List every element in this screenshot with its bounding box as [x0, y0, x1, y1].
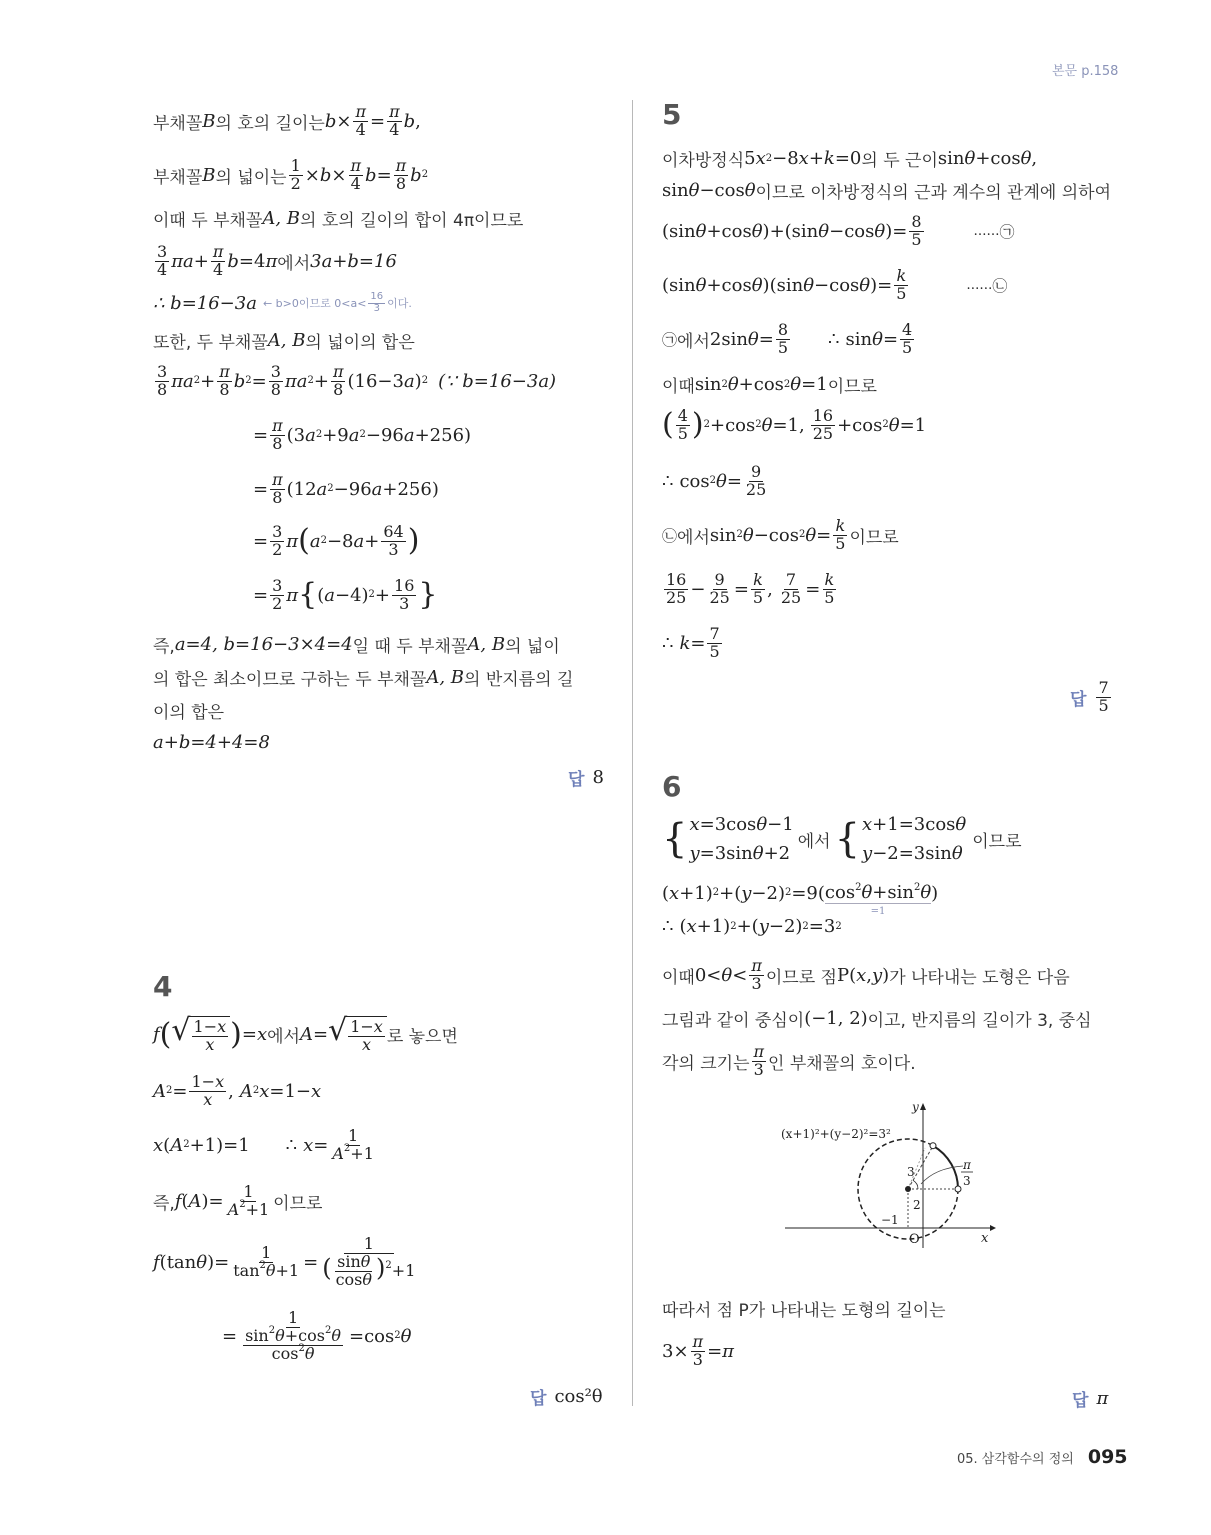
equation-line: A 2 = $\frac{1-x}{x}$ , A 2 x =1− x — [153, 1072, 322, 1109]
answer-label: 답 — [530, 1389, 547, 1409]
page-reference: 본문 p.158 — [1052, 64, 1119, 79]
equation-line: ㉡ 에서 sin 2 θ −cos 2 θ = $\frac{k}{5}$ 이므로 — [662, 516, 899, 553]
equation-line: 이때 sin 2 θ +cos 2 θ =1 이므로 — [662, 374, 877, 397]
svg-text:3: 3 — [963, 1174, 971, 1188]
solution-line: 이의 합은 — [153, 703, 225, 723]
solution-line: 의 합은 최소이므로 구하는 두 부채꼴 A, B 의 반지름의 길 — [153, 667, 574, 690]
equation-system: { x=3cosθ−1 y=3sinθ+2 에서 { x+1=3cosθ y−2=3sinθ 이므로 — [662, 814, 1022, 864]
solution-line: 각의 크기는 $\frac{\pi}{3}$ 인 부채꼴의 호이다. — [662, 1042, 916, 1079]
equation-line: x ( A 2 +1)=1 ∴ x = $\frac{1}{A^2+1}$ — [153, 1126, 374, 1163]
solution-line: 그림과 같이 중심이 (−1, 2) 이고, 반지름의 길이가 3, 중심 — [662, 1008, 1092, 1031]
solution-line: sin θ −cos θ 이므로 이차방정식의 근과 계수의 관계에 의하여 — [662, 180, 1111, 203]
answer-value: π — [1096, 1388, 1109, 1409]
equation-line: (sin θ +cos θ )(sin θ −cos θ )= $\frac{k}{5}$ …… ㉡ — [662, 266, 1008, 303]
equation-line: ( $\frac{4}{5}$ ) 2 +cos 2 θ =1, $\frac{16}{25}$ +cos 2 θ =1 — [662, 406, 927, 443]
answer — [1070, 680, 1113, 715]
solution-line: 따라서 점 P가 나타내는 도형의 길이는 — [662, 1301, 946, 1321]
svg-text:x: x — [981, 1231, 989, 1246]
solution-line: 이차방정식 5 x 2 −8 x + k =0 의 두 근이 sin θ +cos θ , — [662, 148, 1038, 171]
equation-line: = $\frac{\pi}{8}$ (3 a 2 +9 a 2 −96 a +256) — [253, 416, 472, 453]
equation-line: ∴ cos 2 θ = $\frac{9}{25}$ — [662, 462, 767, 499]
equation-line: $\frac{3}{8}$ πa 2 + $\frac{\pi}{8}$ b 2 = $\frac{3}{8}$ πa 2 + $\frac{\pi}{8}$ (16−3 a ) 2 (∵ b=16−3a) — [157, 362, 557, 399]
svg-text:3: 3 — [907, 1165, 915, 1179]
circle-diagram — [775, 1098, 1005, 1248]
svg-text:−1: −1 — [881, 1213, 899, 1227]
solution-line: 이때 0< θ < $\frac{\pi}{3}$ 이므로 점 P( x , y ) 가 나타내는 도형은 다음 — [662, 956, 1070, 993]
equation-line: $\frac{16}{25}$ − $\frac{9}{25}$ = $\frac{k}{5}$ , $\frac{7}{25}$ = $\frac{k}{5}$ — [666, 570, 835, 607]
answer — [568, 765, 604, 790]
problem-number: 6 — [662, 770, 682, 803]
answer — [1072, 1386, 1108, 1411]
page-number: 095 — [1087, 1446, 1128, 1468]
equation-line: ( x +1) 2 +( y −2) 2 =9( $\cos^2\theta+\sin^2\theta$ =1 ) — [662, 882, 939, 917]
chapter-title: 05. 삼각함수의 정의 — [957, 1452, 1074, 1467]
problem-number: 5 — [662, 98, 682, 131]
equation-line: f ( √ $\frac{1-x}{x}$ ) = x 에서 A = √ $\frac{1-x}{x}$ 로 놓으면 — [153, 1013, 458, 1054]
equation-line: ㉠ 에서 2sin θ = $\frac{8}{5}$ ∴ sin θ = $\frac{4}{5}$ — [662, 320, 913, 357]
equation-line: = $\frac{3}{2}$ π { ( a −4) 2 + $\frac{16}{3}$ } — [253, 576, 438, 613]
problem-number: 4 — [153, 970, 173, 1003]
page-footer — [957, 1446, 1128, 1468]
solution-line: a+b=4+4=8 — [153, 732, 270, 753]
circle-figure — [775, 1098, 1005, 1248]
svg-text:2: 2 — [913, 1198, 921, 1212]
answer-label: 답 — [1070, 689, 1087, 710]
equation-line: ∴ k = $\frac{7}{5}$ — [662, 624, 720, 661]
answer-label: 답 — [1072, 1391, 1089, 1411]
equation-line: = $\frac{\pi}{8}$ (12 a 2 −96 a +256) — [253, 470, 439, 507]
svg-text:O: O — [909, 1232, 920, 1247]
equation-line: 3× $\frac{\pi}{3}$ = π — [662, 1332, 734, 1369]
answer-value: cos²θ — [554, 1386, 603, 1407]
column-divider — [632, 100, 633, 1406]
solution-line: 부채꼴 B 의 넓이는 $\frac{1}{2}$ × b × $\frac{\pi}{4}$ b = $\frac{\pi}{8}$ b 2 — [153, 156, 429, 193]
marker-nieun: ㉡ — [992, 276, 1008, 295]
solution-line: 즉, a=4, b=16−3×4=4 일 때 두 부채꼴 A, B 의 넓이 — [153, 634, 560, 657]
equation-line: = $\frac{3}{2}$ π ( a 2 −8 a + $\frac{64}{3}$ ) — [253, 522, 420, 559]
svg-text:π: π — [963, 1158, 971, 1172]
solution-line: 이때 두 부채꼴 A, B 의 호의 길이의 합이 4π이므로 — [153, 208, 524, 231]
answer-label: 답 — [568, 770, 585, 790]
equation-line: ∴ ( x +1) 2 +( y −2) 2 =3 2 — [662, 916, 842, 937]
svg-text:y: y — [912, 1100, 919, 1114]
figure-equation-label: (x+1)²+(y−2)²=3² — [781, 1127, 891, 1141]
solution-line: 부채꼴 B 의 호의 길이는 b × $\frac{\pi}{4}$ = $\frac{\pi}{4}$ b , — [153, 102, 421, 139]
solution-line: ∴ b=16−3a ← b>0이므로 0<a< $\frac{16}{3}$ 이다. — [153, 291, 412, 314]
equation-line: = $\frac{1}{\frac{\sin^2\theta+\cos^2\theta}{\cos^2\theta}}$ =cos 2 θ — [222, 1308, 412, 1363]
answer-value: $\frac{7}{5}$ — [1098, 678, 1109, 715]
equation-line: (sin θ +cos θ )+(sin θ −cos θ )= $\frac{8}{5}$ …… ㉠ — [662, 212, 1015, 249]
answer — [530, 1384, 603, 1409]
solution-line: 또한, 두 부채꼴 A, B 의 넓이의 합은 — [153, 330, 415, 353]
equation-line: f (tan θ )= $\frac{1}{\tan^2\theta+1}$ = 1 ( $\frac{\sin\theta}{\cos\theta}$ )$^2$+1 — [153, 1234, 416, 1289]
side-note: ← b>0이므로 0<a< $\frac{16}{3}$ 이다. — [262, 291, 412, 314]
equation-line: 즉, f ( A )= $\frac{1}{A^2+1}$ 이므로 — [153, 1182, 323, 1219]
solution-line: $\frac{3}{4}$ πa + $\frac{\pi}{4}$ b =4 π 에서 3a+b=16 — [157, 242, 397, 279]
marker-giyeok: ㉠ — [999, 222, 1015, 241]
answer-value: 8 — [592, 767, 604, 788]
